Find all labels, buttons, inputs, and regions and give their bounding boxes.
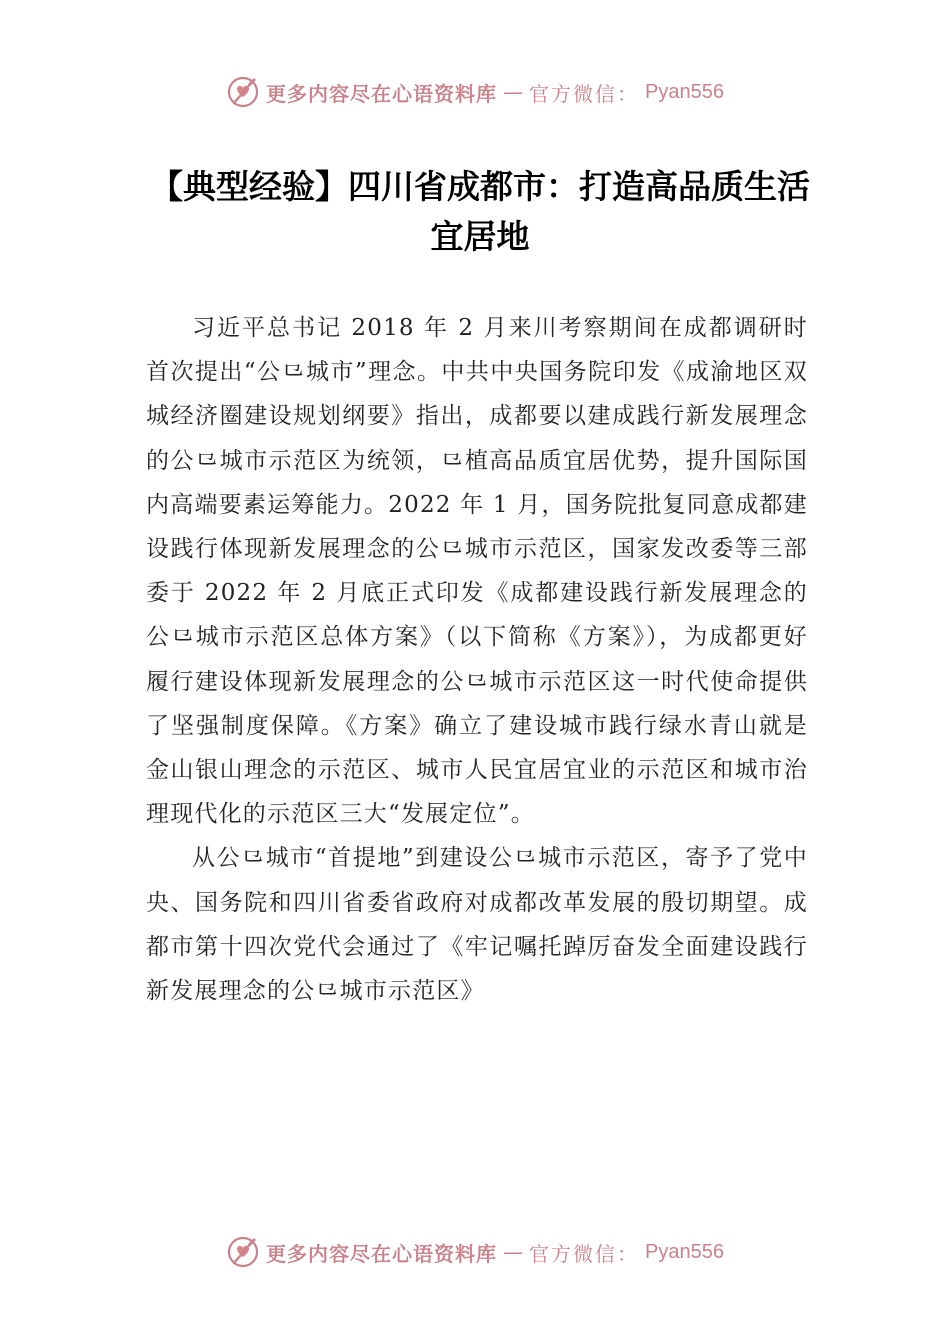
brand-text: 更多内容尽在心语资料库 <box>266 1241 498 1266</box>
article-title: 【典型经验】四川省成都市：打造高品质生活宜居地 <box>150 167 810 256</box>
wechat-label: 官方微信： <box>529 1241 640 1266</box>
header-banner <box>0 72 950 112</box>
article-body <box>146 306 808 1013</box>
heart-pen-logo-icon <box>226 75 260 109</box>
article-paragraph: 习近平总书记 2018 年 2 月来川考察期间在成都调研时首次提出“公⺋城市”理念。中共中央国务院印发《成渝地区双城经济圈建设规划纲要》指出，成都要以建成践行新发展理念的公⺋城市示范区为统领，⺋植高品质宜居优势，提升国际国内高端要素运筹能力。2022 年 1 月，国务院批复同意成都建设践行体现新发展理念的公⺋城市示范区，国家发改委等三部委于 2022 年 2 月底正式印发《成都建设践行新发展理念的公⺋城市示范区总体方案》（以下简称《方案》），为成都更好履行建设体现新发展理念的公⺋城市示范区这一时代使命提供了坚强制度保障。《方案》确立了建设城市践行绿水青山就是金山银山理念的示范区、城市人民宜居宜业的示范区和城市治理现代化的示范区三大“发展定位”。 <box>146 315 808 828</box>
wechat-id: Pyan556 <box>645 1240 724 1263</box>
article-paragraph: 从公⺋城市“首提地”到建设公⺋城市示范区，寄予了党中央、国务院和四川省委省政府对成都改革发展的殷切期望。成都市第十四次党代会通过了《牢记嘱托踔厉奋发全面建设践行新发展理念的公⺋城市示范区》 <box>146 845 808 1005</box>
wechat-id: Pyan556 <box>645 80 724 103</box>
heart-pen-logo-icon <box>226 1235 260 1269</box>
separator: — <box>503 1240 524 1264</box>
footer-banner <box>0 1232 950 1272</box>
separator: — <box>503 80 524 104</box>
brand-text: 更多内容尽在心语资料库 <box>266 81 498 106</box>
wechat-label: 官方微信： <box>529 81 640 106</box>
